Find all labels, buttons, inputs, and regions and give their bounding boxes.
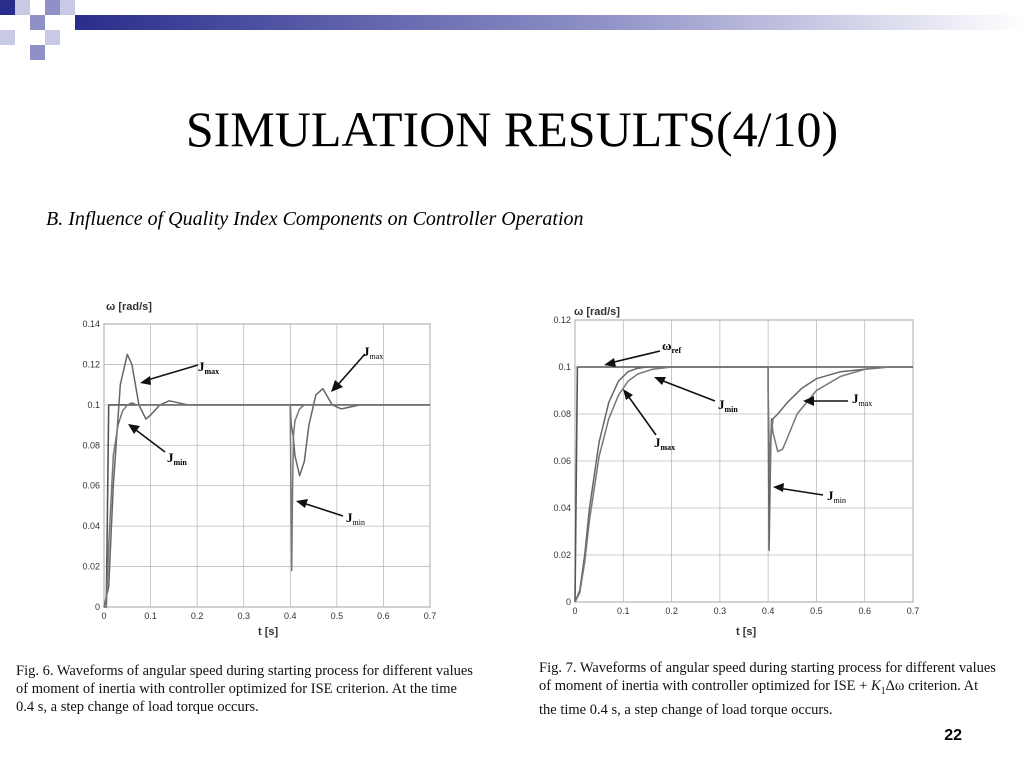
fig6-caption bbox=[16, 662, 516, 716]
y-tick-label: 0.06 bbox=[82, 480, 100, 491]
deco-square bbox=[0, 0, 15, 15]
x-tick-label: 0.4 bbox=[284, 611, 297, 621]
x-tick-label: 0.7 bbox=[906, 606, 920, 616]
y-tick-label: 0.02 bbox=[82, 561, 100, 572]
fig6-chart bbox=[60, 290, 460, 640]
deco-square bbox=[45, 30, 60, 45]
slide-subtitle: B. Influence of Quality Index Components on Controller Operation bbox=[46, 208, 584, 230]
fig6-label-jmin-2: $J_{min}$ bbox=[346, 510, 365, 527]
x-tick-label: 0.6 bbox=[858, 606, 871, 616]
fig6-grid bbox=[104, 324, 430, 607]
x-tick-label: 0.5 bbox=[330, 611, 344, 621]
deco-square bbox=[0, 30, 15, 45]
x-tick-label: 0.3 bbox=[713, 606, 727, 616]
fig7-caption-line: of moment of inertia with controller optimized for ISE + $K_1\Delta\omega$ criterion. At bbox=[539, 678, 979, 697]
fig6-xlabel: t [s] bbox=[258, 626, 279, 638]
fig6-ylabel: ω [rad/s] bbox=[106, 301, 152, 313]
fig6-label-jmax-1: $J_{max}$ bbox=[198, 359, 220, 376]
deco-square bbox=[60, 0, 75, 15]
y-tick-label: 0.12 bbox=[553, 315, 571, 325]
deco-square bbox=[15, 0, 30, 15]
x-tick-label: 0.7 bbox=[423, 611, 437, 621]
y-tick-label: 0.08 bbox=[82, 440, 100, 451]
x-tick-label: 0.1 bbox=[144, 611, 157, 621]
y-tick-label: 0.12 bbox=[82, 359, 100, 370]
deco-square bbox=[45, 0, 60, 15]
fig7-label-jmax-2: $J_{max}$ bbox=[852, 391, 873, 408]
x-tick-label: 0.6 bbox=[377, 611, 390, 621]
y-tick-label: 0.04 bbox=[82, 521, 100, 532]
plot-frame bbox=[104, 324, 430, 607]
x-tick-label: 0.2 bbox=[665, 606, 678, 616]
x-tick-label: 0.4 bbox=[761, 606, 775, 616]
deco-square bbox=[30, 15, 45, 30]
x-tick-label: 0.5 bbox=[810, 606, 823, 616]
deco-square bbox=[15, 15, 30, 30]
y-tick-label: 0.02 bbox=[553, 550, 571, 560]
x-tick-label: 0 bbox=[101, 611, 107, 621]
header-gradient-bar bbox=[75, 15, 1024, 30]
fig7-caption bbox=[539, 659, 1019, 719]
fig7-label-jmin-1: $J_{min}$ bbox=[718, 397, 738, 414]
y-tick-label: 0 bbox=[94, 602, 100, 612]
x-tick-label: 0 bbox=[572, 606, 578, 616]
fig6-caption-line: 0.4 s, a step change of load torque occurs. bbox=[16, 699, 259, 715]
fig7-caption-line: the time 0.4 s, a step change of load torque occurs. bbox=[539, 701, 833, 718]
y-tick-label: 0.04 bbox=[553, 503, 571, 513]
y-tick-label: 0.14 bbox=[82, 319, 100, 329]
fig7-label-jmin-2: $J_{min}$ bbox=[827, 488, 846, 505]
y-tick-label: 0.1 bbox=[558, 362, 571, 372]
deco-square bbox=[30, 45, 45, 60]
page-number: 22 bbox=[944, 727, 962, 744]
y-tick-label: 0.1 bbox=[87, 399, 100, 410]
fig7-grid bbox=[575, 320, 913, 602]
x-tick-label: 0.1 bbox=[617, 606, 630, 616]
fig7-xlabel: t [s] bbox=[736, 626, 757, 638]
fig7-label-jmax-1: $J_{max}$ bbox=[654, 435, 676, 452]
y-tick-label: 0 bbox=[565, 597, 571, 607]
y-tick-label: 0.06 bbox=[553, 456, 571, 466]
fig6-caption-line: of moment of inertia with controller optimized for ISE criterion. At the time bbox=[16, 681, 457, 697]
fig6-label-jmin-1: $J_{min}$ bbox=[167, 450, 187, 467]
x-tick-label: 0.2 bbox=[190, 611, 204, 621]
fig7-caption-line: Fig. 7. Waveforms of angular speed during starting process for different values bbox=[539, 660, 996, 676]
fig7-ylabel: ω [rad/s] bbox=[574, 306, 620, 318]
y-tick-label: 0.08 bbox=[553, 409, 571, 419]
fig7-chart bbox=[530, 295, 930, 640]
slide-title: SIMULATION RESULTS(4/10) bbox=[185, 101, 839, 157]
fig6-label-jmax-2: $J_{max}$ bbox=[363, 344, 384, 361]
fig7-label-wref: $\omega_{ref}$ bbox=[662, 338, 682, 355]
x-tick-label: 0.3 bbox=[237, 611, 250, 621]
fig6-caption-line: Fig. 6. Waveforms of angular speed during starting process for different values bbox=[16, 663, 473, 679]
